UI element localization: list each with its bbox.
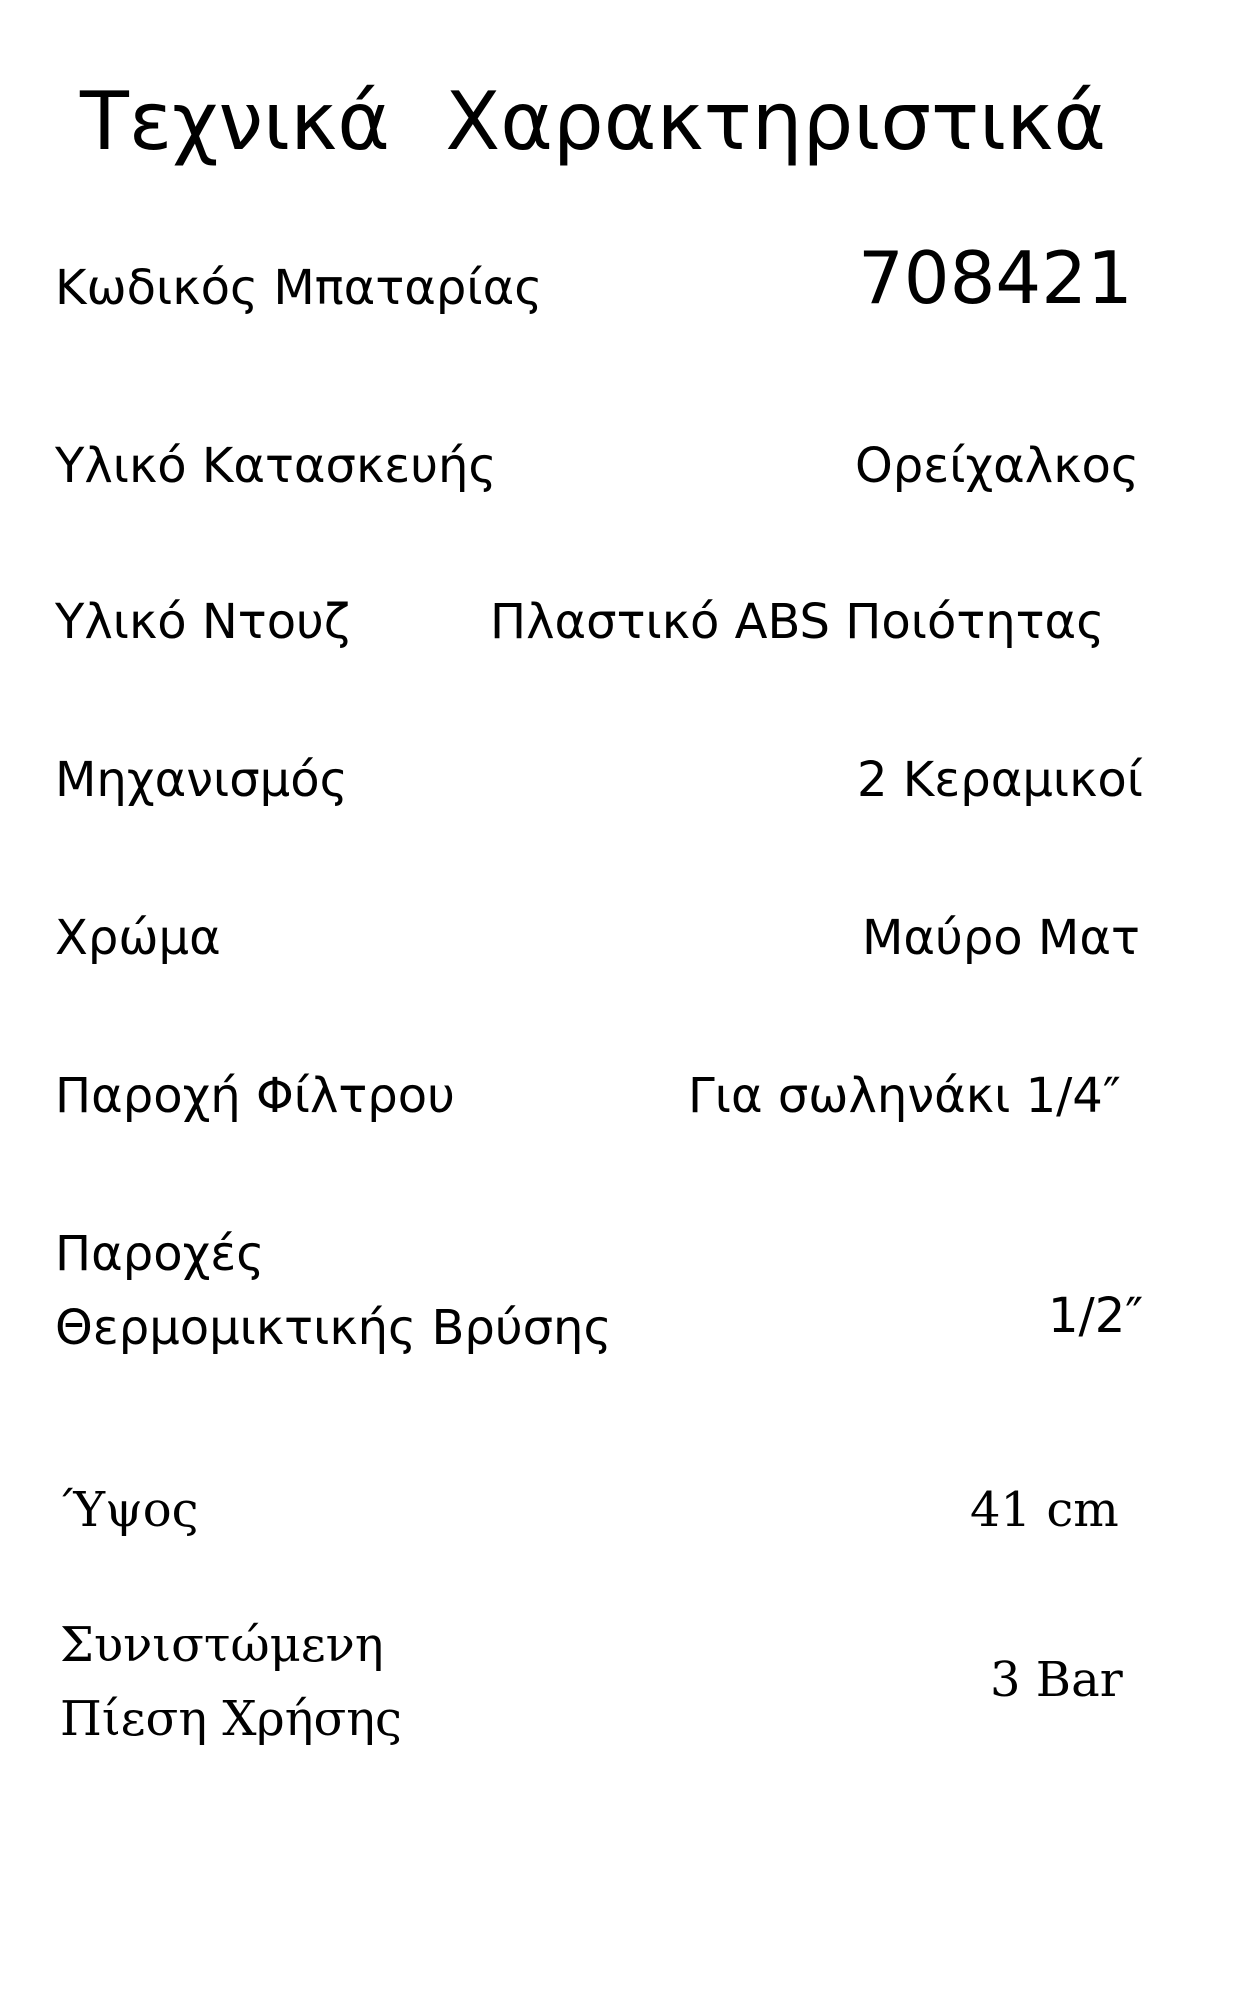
spec-label-color: Χρώμα bbox=[55, 910, 221, 966]
spec-label-pressure bbox=[60, 1608, 402, 1756]
spec-label-filter-supply: Παροχή Φίλτρου bbox=[55, 1068, 455, 1124]
spec-value-battery-code: 708421 bbox=[858, 236, 1133, 320]
spec-value-filter-supply: Για σωληνάκι 1/4″ bbox=[688, 1068, 1121, 1124]
spec-label-faucet-supply-line1: Παροχές bbox=[55, 1226, 265, 1282]
spec-label-faucet-supply bbox=[55, 1217, 612, 1365]
spec-label-material: Υλικό Κατασκευής bbox=[55, 438, 497, 494]
spec-label-pressure-line2: Πίεση Χρήσης bbox=[60, 1691, 402, 1747]
page-title: Τεχνικά Χαρακτηριστικά bbox=[80, 75, 1107, 168]
spec-label-shower-material: Υλικό Ντουζ bbox=[55, 594, 350, 650]
spec-label-pressure-line1: Συνιστώμενη bbox=[60, 1617, 384, 1673]
spec-label-mechanism: Μηχανισμός bbox=[55, 752, 348, 808]
spec-value-material: Ορείχαλκος bbox=[855, 438, 1140, 494]
spec-value-mechanism: 2 Κεραμικοί bbox=[857, 752, 1144, 808]
spec-value-height: 41 cm bbox=[970, 1482, 1119, 1538]
spec-value-shower-material: Πλαστικό ABS Ποιότητας bbox=[490, 594, 1105, 650]
spec-label-height: Ύψος bbox=[62, 1482, 199, 1538]
spec-value-faucet-supply: 1/2″ bbox=[1048, 1288, 1144, 1344]
spec-value-color: Μαύρο Ματ bbox=[862, 910, 1140, 966]
spec-label-faucet-supply-line2: Θερμομικτικής Βρύσης bbox=[55, 1300, 612, 1356]
spec-value-pressure: 3 Bar bbox=[990, 1652, 1123, 1708]
spec-label-battery-code: Κωδικός Μπαταρίας bbox=[55, 260, 543, 316]
